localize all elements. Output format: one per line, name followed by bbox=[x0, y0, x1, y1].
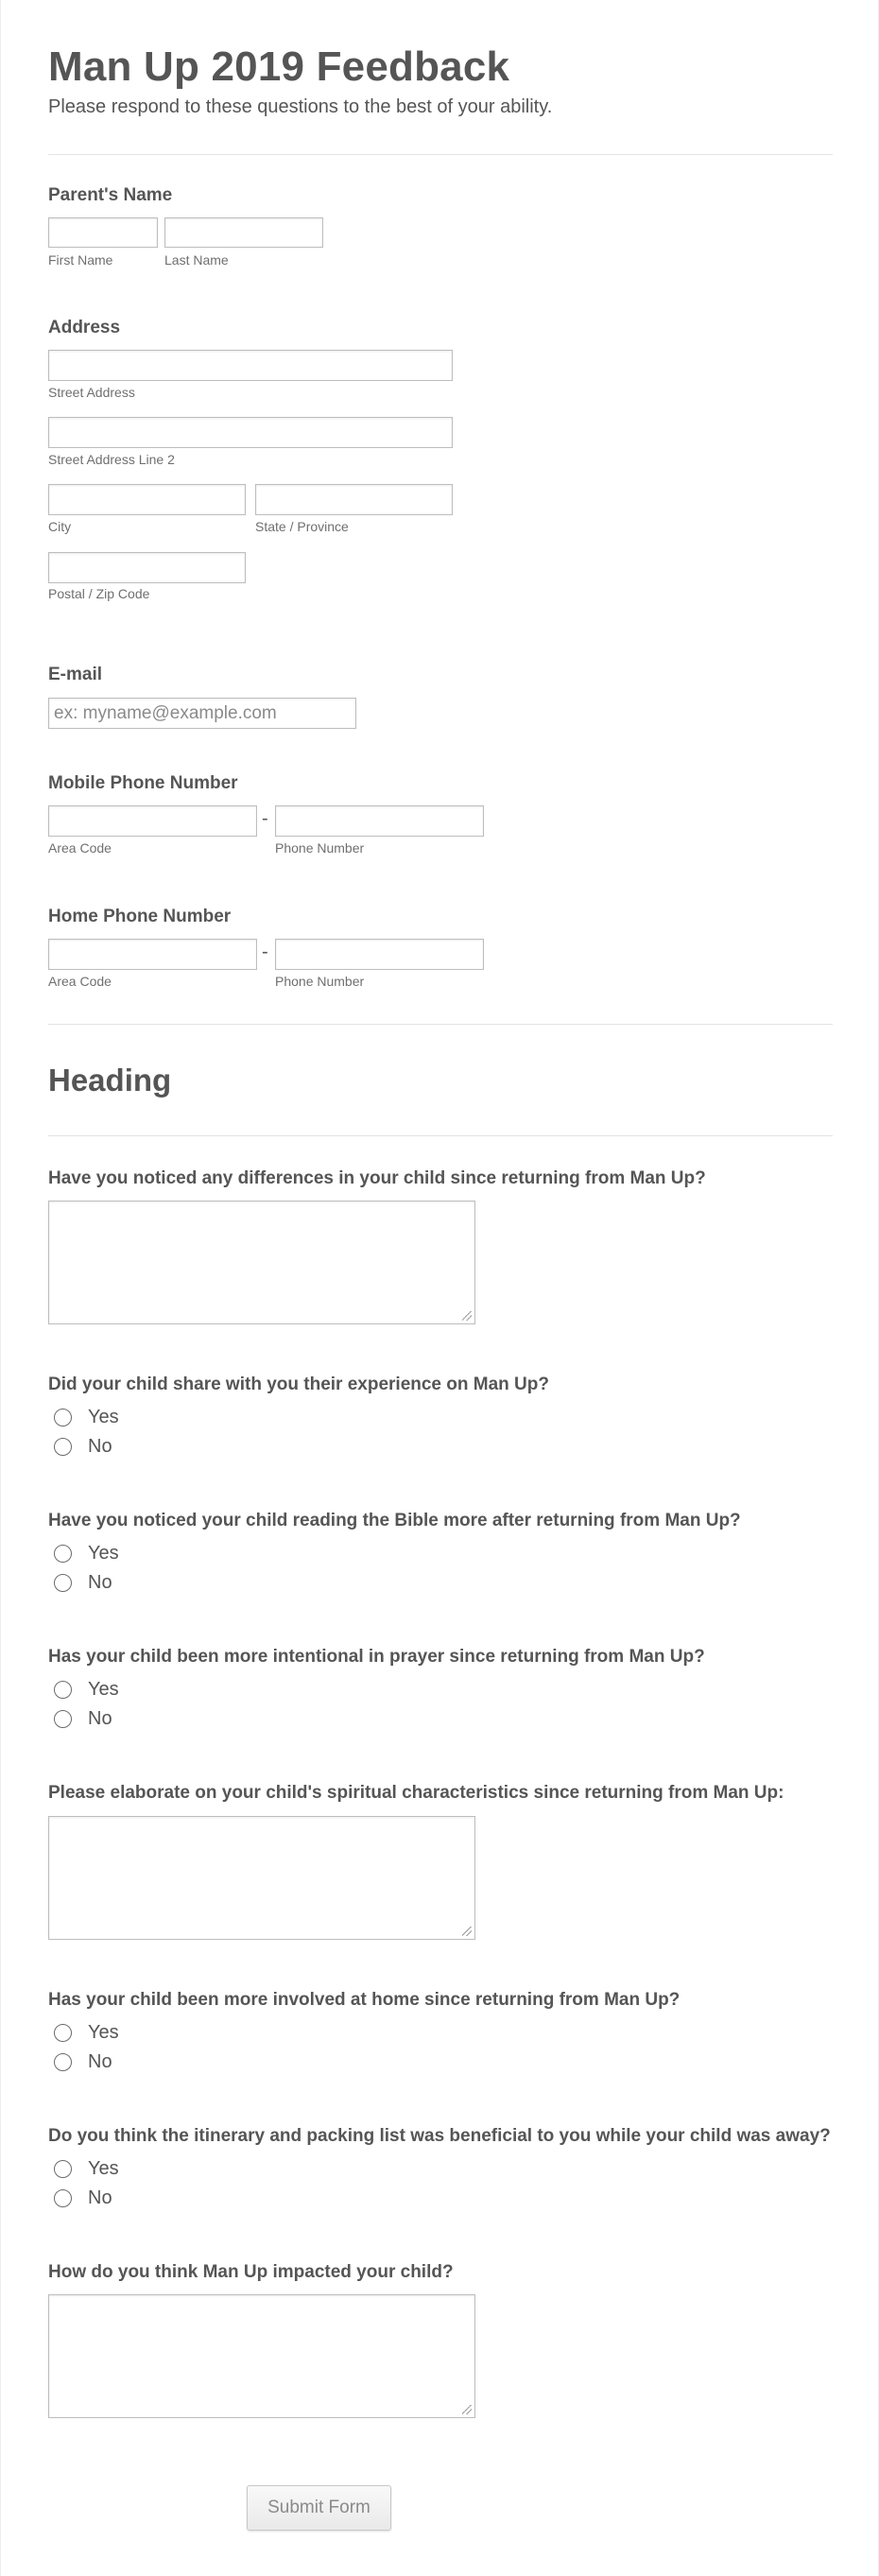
last-name-sublabel: Last Name bbox=[164, 252, 229, 268]
submit-button[interactable]: Submit Form bbox=[247, 2485, 391, 2531]
mobile-area-code-sublabel: Area Code bbox=[48, 840, 112, 856]
prayer-no-radio[interactable] bbox=[54, 1710, 72, 1728]
bible-yes-option[interactable] bbox=[54, 1539, 119, 1567]
mobile-phone-number-input[interactable] bbox=[275, 805, 484, 837]
street-address-sublabel: Street Address bbox=[48, 385, 135, 400]
street-address-input[interactable] bbox=[48, 350, 453, 381]
city-sublabel: City bbox=[48, 519, 72, 534]
itinerary-yes-label[interactable]: Yes bbox=[88, 2157, 119, 2179]
question-home-label: Has your child been more involved at home since returning from Man Up? bbox=[48, 1990, 681, 2010]
home-no-label[interactable]: No bbox=[88, 2050, 112, 2072]
share-yes-label[interactable]: Yes bbox=[88, 1406, 119, 1427]
share-no-radio[interactable] bbox=[54, 1438, 72, 1456]
section-heading: Heading bbox=[48, 1063, 172, 1098]
question-spiritual-label: Please elaborate on your child's spiritual characteristics since returning from Man Up: bbox=[48, 1783, 784, 1803]
street-address-line2-sublabel: Street Address Line 2 bbox=[48, 452, 175, 467]
home-phone-number-sublabel: Phone Number bbox=[275, 974, 365, 989]
form-title: Man Up 2019 Feedback bbox=[48, 43, 510, 90]
home-area-code-input[interactable] bbox=[48, 939, 257, 970]
postal-code-sublabel: Postal / Zip Code bbox=[48, 586, 150, 601]
share-no-label[interactable]: No bbox=[88, 1435, 112, 1457]
bible-no-radio[interactable] bbox=[54, 1574, 72, 1592]
prayer-yes-label[interactable]: Yes bbox=[88, 1678, 119, 1700]
home-yes-radio[interactable] bbox=[54, 2024, 72, 2042]
home-area-code-sublabel: Area Code bbox=[48, 974, 112, 989]
prayer-yes-option[interactable] bbox=[54, 1675, 119, 1703]
mobile-phone-label: Mobile Phone Number bbox=[48, 773, 238, 793]
mobile-area-code-input[interactable] bbox=[48, 805, 257, 837]
mobile-phone-separator: - bbox=[262, 808, 268, 829]
share-yes-radio[interactable] bbox=[54, 1409, 72, 1426]
resize-grip-icon[interactable] bbox=[462, 1311, 472, 1321]
state-province-sublabel: State / Province bbox=[255, 519, 349, 534]
prayer-no-option[interactable] bbox=[54, 1704, 112, 1733]
section-divider-top bbox=[48, 1024, 833, 1025]
home-phone-number-input[interactable] bbox=[275, 939, 484, 970]
home-yes-option[interactable] bbox=[54, 2018, 119, 2047]
impact-textarea[interactable] bbox=[48, 2294, 475, 2418]
home-yes-label[interactable]: Yes bbox=[88, 2021, 119, 2043]
itinerary-no-label[interactable]: No bbox=[88, 2187, 112, 2208]
itinerary-yes-radio[interactable] bbox=[54, 2160, 72, 2178]
postal-code-input[interactable] bbox=[48, 552, 246, 583]
share-yes-option[interactable] bbox=[54, 1403, 119, 1431]
itinerary-no-option[interactable] bbox=[54, 2184, 112, 2212]
differences-textarea[interactable] bbox=[48, 1201, 475, 1324]
street-address-line2-input[interactable] bbox=[48, 417, 453, 448]
email-label: E-mail bbox=[48, 665, 103, 684]
home-no-option[interactable] bbox=[54, 2048, 112, 2076]
home-phone-separator: - bbox=[262, 942, 268, 962]
bible-yes-radio[interactable] bbox=[54, 1545, 72, 1563]
bible-no-option[interactable] bbox=[54, 1568, 112, 1597]
prayer-yes-radio[interactable] bbox=[54, 1681, 72, 1699]
question-itinerary-label: Do you think the itinerary and packing list was beneficial to you while your child was away? bbox=[48, 2126, 831, 2146]
mobile-phone-number-sublabel: Phone Number bbox=[275, 840, 365, 856]
city-input[interactable] bbox=[48, 484, 246, 515]
bible-yes-label[interactable]: Yes bbox=[88, 1542, 119, 1564]
itinerary-no-radio[interactable] bbox=[54, 2189, 72, 2207]
home-no-radio[interactable] bbox=[54, 2053, 72, 2071]
question-prayer-label: Has your child been more intentional in prayer since returning from Man Up? bbox=[48, 1647, 705, 1667]
question-impact-label: How do you think Man Up impacted your child? bbox=[48, 2262, 454, 2282]
resize-grip-icon[interactable] bbox=[462, 1927, 472, 1936]
last-name-input[interactable] bbox=[164, 217, 323, 248]
itinerary-yes-option[interactable] bbox=[54, 2154, 119, 2183]
prayer-no-label[interactable]: No bbox=[88, 1707, 112, 1729]
bible-no-label[interactable]: No bbox=[88, 1571, 112, 1593]
form-subtitle: Please respond to these questions to the best of your ability. bbox=[48, 96, 553, 117]
share-no-option[interactable] bbox=[54, 1432, 112, 1461]
parent-name-label: Parent's Name bbox=[48, 185, 173, 205]
email-input[interactable] bbox=[48, 698, 356, 729]
home-phone-label: Home Phone Number bbox=[48, 907, 232, 926]
spiritual-textarea[interactable] bbox=[48, 1816, 475, 1940]
state-province-input[interactable] bbox=[255, 484, 453, 515]
question-differences-label: Have you noticed any differences in your child since returning from Man Up? bbox=[48, 1168, 706, 1188]
header-divider bbox=[48, 154, 833, 155]
first-name-input[interactable] bbox=[48, 217, 158, 248]
resize-grip-icon[interactable] bbox=[462, 2405, 472, 2414]
first-name-sublabel: First Name bbox=[48, 252, 113, 268]
address-label: Address bbox=[48, 318, 121, 337]
question-bible-label: Have you noticed your child reading the Bible more after returning from Man Up? bbox=[48, 1511, 741, 1530]
section-divider-bottom bbox=[48, 1135, 833, 1136]
question-share-label: Did your child share with you their experience on Man Up? bbox=[48, 1374, 549, 1394]
